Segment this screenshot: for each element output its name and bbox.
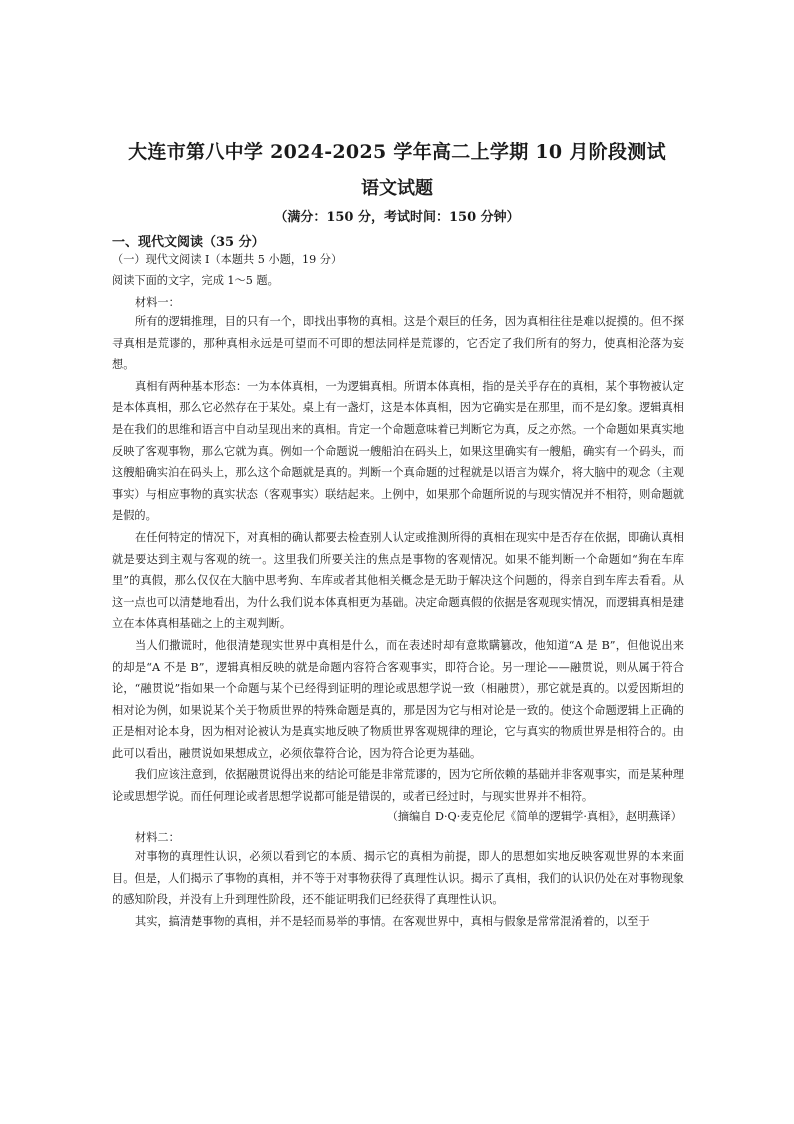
material1-source: （摘编自 D·Q·麦克伦尼《简单的逻辑学·真相》，赵明燕译） xyxy=(386,810,682,823)
section-heading: 一、现代文阅读（35 分） xyxy=(112,235,265,250)
material1-paragraph-5: 我们应该注意到，依据融贯说得出来的结论可能是非常荒谬的，因为它所依赖的基础并非客观事实，而是某种理论或思想学说。而任何理论或者思想学说都可能是错误的，或者已经过时，与现实世界并不相符。 xyxy=(112,768,684,804)
reading-instruction: 阅读下面的文字，完成 1～5 题。 xyxy=(112,274,279,287)
material1-label: 材料一： xyxy=(135,296,180,309)
material2-paragraph-1: 对事物的真理性认识，必须以看到它的本质、揭示它的真相为前提，即人的思想如实地反映客观世界的本来面目。但是，人们揭示了事物的真相，并不等于对事物获得了真理性认识。揭示了真相，我们的认识仍处在对事物现象的感知阶段，并没有上升到理性阶段，还不能证明我们已经获得了真理性认识。 xyxy=(112,850,684,907)
exam-subtitle: 语文试题 xyxy=(361,178,433,199)
material1-paragraph-3: 在任何特定的情况下，对真相的确认都要去检查别人认定或推测所得的真相在现实中是否存在依据，即确认真相就是要达到主观与客观的统一。这里我们所要关注的焦点是事物的客观情况。如果不能判断一个命题如“狗在车库里”的真假，那么仅仅在大脑中思考狗、车库或者其他相关概念是无助于解决这个问题的，得亲自到车库去看看。从这一点也可以清楚地看出，为什么我们说本体真相更为基础。决定命题真假的依据是客观现实情况，而逻辑真相是建立在本体真相基础之上的主观判断。 xyxy=(112,530,684,631)
subsection-heading: （一）现代文阅读 I（本题共 5 小题，19 分） xyxy=(112,253,343,266)
material2-paragraph-2: 其实，搞清楚事物的真相，并不是轻而易举的事情。在客观世界中，真相与假象是常常混淆着的，以至于 xyxy=(135,914,650,928)
exam-title: 大连市第八中学 2024-2025 学年高二上学期 10 月阶段测试 xyxy=(128,141,666,163)
material1-paragraph-4: 当人们撒谎时，他很清楚现实世界中真相是什么，而在表述时却有意欺瞒篡改，他知道“A 是 B”，但他说出来的却是“A 不是 B”，逻辑真相反映的就是命题内容符合客观事实，即符合论。另一理论——融贯说，则从属于符合论，“融贯说”指如果一个命题与某个已经得到证明的理论或思想学说一致（相融贯），那它就是真的。以爱因斯坦的相对论为例，如果说某个关于物质世界的特殊命题是真的，那是因为它与相对论是一致的。使这个命题逻辑上正确的正是相对论本身，因为相对论被认为是真实地反映了物质世界客观规律的理论，它与真实的物质世界是相符合的。由此可以看出，融贯说如果想成立，必须依靠符合论，因为符合论更为基础。 xyxy=(112,638,684,760)
material1-text xyxy=(112,311,684,808)
material2-label: 材料二： xyxy=(135,831,180,844)
material2-text xyxy=(112,846,684,932)
material1-paragraph-2: 真相有两种基本形态：一为本体真相，一为逻辑真相。所谓本体真相，指的是关乎存在的真相，某个事物被认定是本体真相，那么它必然存在于某处。桌上有一盏灯，这是本体真相，因为它确实是在那里，而不是幻象。逻辑真相是在我们的思维和语言中自动呈现出来的真相。肯定一个命题意味着已判断它为真，反之亦然。一个命题如果真实地反映了客观事物，那么它就为真。例如一个命题说一艘船泊在码头上，如果这里确实有一艘船，确实有一个码头，而这艘船确实泊在码头上，那么这个命题就是真的。判断一个真命题的过程就是以语言为媒介，将大脑中的观念（主观事实）与相应事物的真实状态（客观事实）联结起来。上例中，如果那个命题所说的与现实情况并不相符，则命题就是假的。 xyxy=(112,379,684,523)
material1-paragraph-1: 所有的逻辑推理，目的只有一个，即找出事物的真相。这是个艰巨的任务，因为真相往往是难以捉摸的。但不探寻真相是荒谬的，那种真相永远是可望而不可即的想法同样是荒谬的，它否定了我们所有的努力，使真相沦落为妄想。 xyxy=(112,315,684,372)
exam-meta: （满分：150 分，考试时间：150 分钟） xyxy=(274,210,520,225)
